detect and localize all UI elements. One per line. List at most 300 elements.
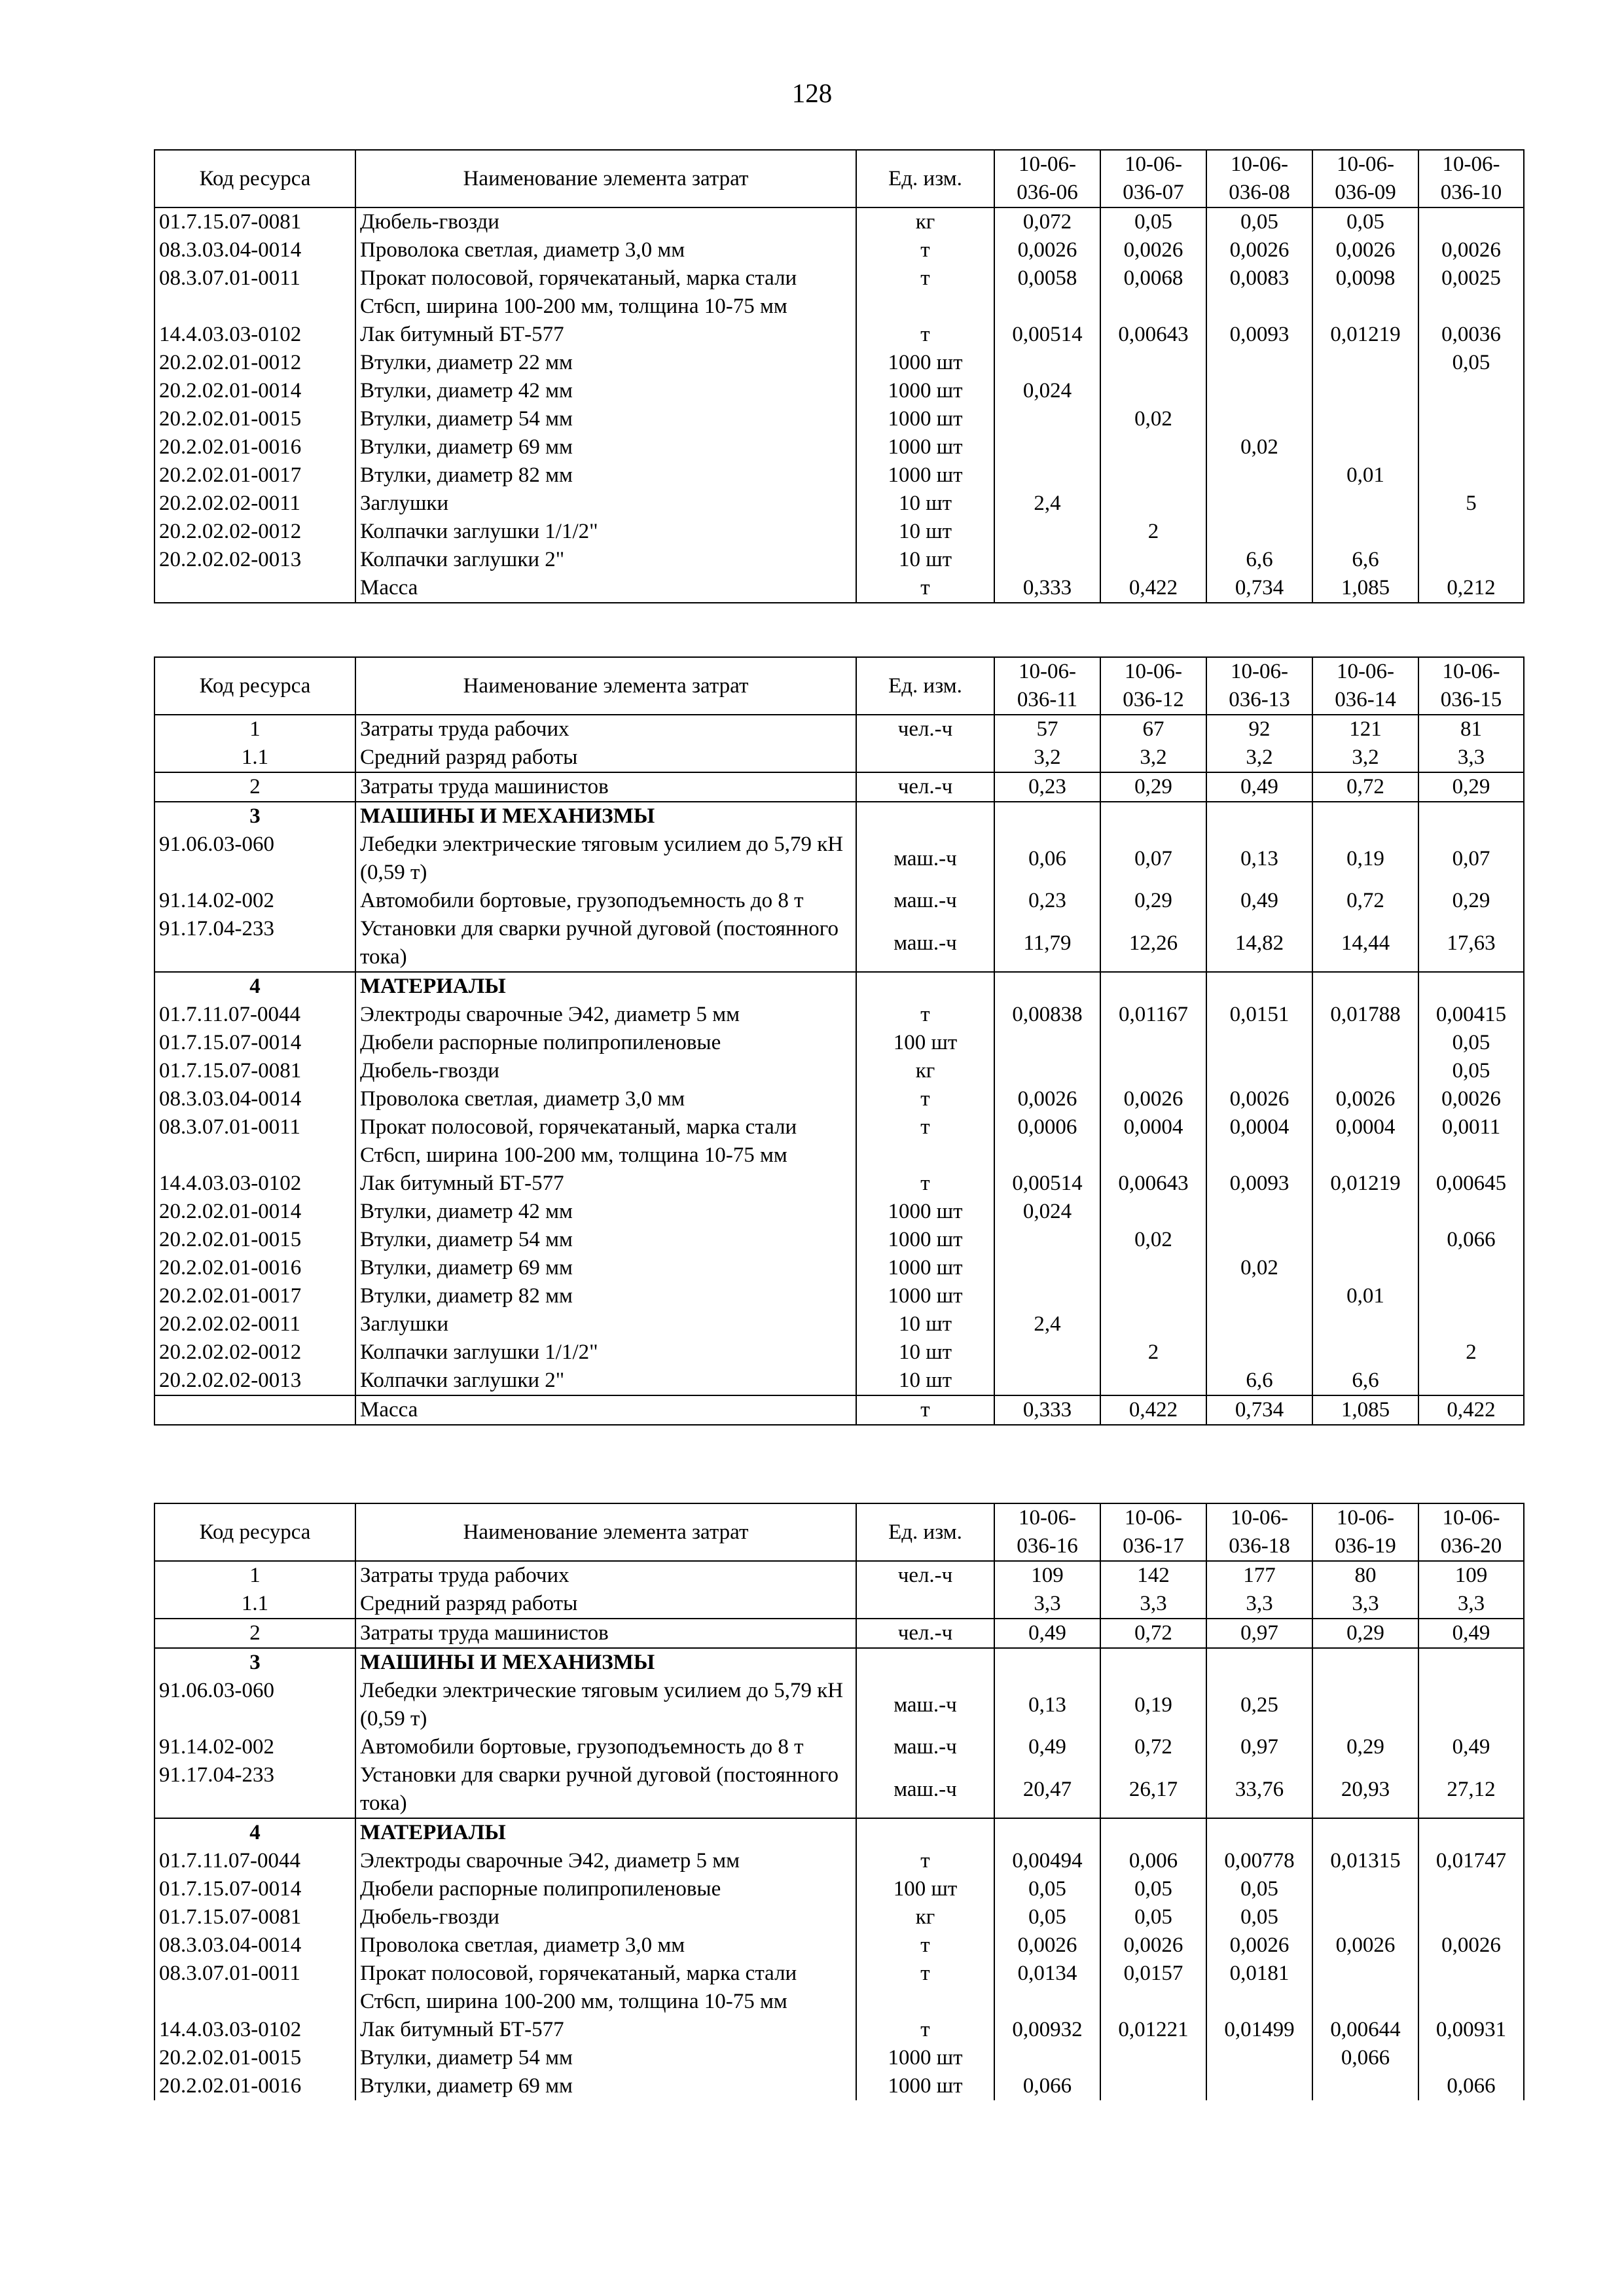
norm-value (994, 802, 1100, 831)
norm-value: 0,0026 (994, 236, 1100, 264)
cost-element-name: Прокат полосовой, горячекатаный, марка стали Ст6сп, ширина 100-200 мм, толщина 10-75 мм (355, 1113, 856, 1170)
table-row (154, 1561, 1524, 1590)
header-norm-code: 10-06- 036-15 (1418, 657, 1524, 715)
norm-value (1418, 1960, 1524, 2016)
unit-of-measure: чел.-ч (856, 772, 994, 802)
header-norm-code: 10-06- 036-10 (1418, 150, 1524, 207)
norm-value: 0,066 (1312, 2044, 1418, 2072)
table-row (154, 1847, 1524, 1875)
resource-code: 91.14.02-002 (154, 1733, 355, 1761)
norm-value (1312, 1818, 1418, 1847)
cost-element-name: Проволока светлая, диаметр 3,0 мм (355, 1085, 856, 1113)
norm-value (994, 405, 1100, 433)
norm-value: 0,00645 (1418, 1170, 1524, 1198)
unit-of-measure: 10 шт (856, 490, 994, 518)
norm-value: 0,97 (1206, 1619, 1312, 1648)
norm-value: 0,05 (1100, 1903, 1206, 1931)
norm-value (1418, 518, 1524, 546)
cost-element-name: Средний разряд работы (355, 744, 856, 772)
resource-code: 4 (154, 1818, 355, 1847)
table-row (154, 1619, 1524, 1648)
norm-value: 81 (1418, 715, 1524, 744)
table-row (154, 1875, 1524, 1903)
unit-of-measure: т (856, 1395, 994, 1425)
norm-value: 0,0151 (1206, 1001, 1312, 1029)
cost-element-name: Втулки, диаметр 82 мм (355, 461, 856, 490)
table-row (154, 264, 1524, 321)
norm-value: 20,93 (1312, 1761, 1418, 1818)
unit-of-measure: маш.-ч (856, 915, 994, 972)
norm-value: 0,00643 (1100, 321, 1206, 349)
resource-code: 01.7.15.07-0081 (154, 1903, 355, 1931)
cost-element-name: Затраты труда рабочих (355, 715, 856, 744)
header-code: Код ресурса (154, 657, 355, 715)
cost-element-name: Втулки, диаметр 54 мм (355, 2044, 856, 2072)
resource-code: 01.7.15.07-0081 (154, 1057, 355, 1085)
norm-value (1100, 1818, 1206, 1847)
norm-value: 109 (1418, 1561, 1524, 1590)
norm-value (1418, 1282, 1524, 1310)
norm-value: 6,6 (1312, 546, 1418, 574)
unit-of-measure: 1000 шт (856, 405, 994, 433)
norm-value (1312, 802, 1418, 831)
unit-of-measure: т (856, 1931, 994, 1960)
table-row (154, 490, 1524, 518)
norm-value: 0,05 (1418, 1057, 1524, 1085)
unit-of-measure (856, 744, 994, 772)
norm-value: 0,49 (1418, 1733, 1524, 1761)
norm-value (1312, 1226, 1418, 1254)
norm-value: 0,00494 (994, 1847, 1100, 1875)
unit-of-measure: 1000 шт (856, 1198, 994, 1226)
norm-value (1206, 802, 1312, 831)
cost-element-name: Колпачки заглушки 1/1/2" (355, 518, 856, 546)
resource-code: 08.3.07.01-0011 (154, 264, 355, 321)
norm-value (1418, 1903, 1524, 1931)
norm-value (994, 972, 1100, 1001)
cost-element-name: Втулки, диаметр 69 мм (355, 433, 856, 461)
norm-value (1312, 518, 1418, 546)
resource-code: 20.2.02.01-0016 (154, 1254, 355, 1282)
resource-code: 20.2.02.01-0017 (154, 461, 355, 490)
norm-value (1312, 433, 1418, 461)
norm-value: 0,212 (1418, 574, 1524, 603)
resource-code: 08.3.03.04-0014 (154, 1931, 355, 1960)
unit-of-measure: чел.-ч (856, 1561, 994, 1590)
cost-element-name: Дюбели распорные полипропиленовые (355, 1875, 856, 1903)
cost-element-name: Втулки, диаметр 54 мм (355, 1226, 856, 1254)
table-row (154, 1057, 1524, 1085)
table-row (154, 1367, 1524, 1395)
cost-element-name: Установки для сварки ручной дуговой (постоянного тока) (355, 915, 856, 972)
table-row (154, 1931, 1524, 1960)
norm-value (1312, 405, 1418, 433)
table-row (154, 1198, 1524, 1226)
norm-value: 0,49 (1418, 1619, 1524, 1648)
table-row (154, 2016, 1524, 2044)
norm-value: 109 (994, 1561, 1100, 1590)
norm-value: 3,3 (1418, 744, 1524, 772)
norm-value (1418, 433, 1524, 461)
norm-value: 0,97 (1206, 1733, 1312, 1761)
resource-code: 20.2.02.02-0012 (154, 518, 355, 546)
norm-value (1100, 802, 1206, 831)
norm-value: 0,0026 (1418, 1931, 1524, 1960)
norm-value: 0,0026 (994, 1085, 1100, 1113)
table-row (154, 1254, 1524, 1282)
cost-element-name: Втулки, диаметр 69 мм (355, 2072, 856, 2100)
norm-value: 0,01167 (1100, 1001, 1206, 1029)
norm-value (1418, 2044, 1524, 2072)
norm-value: 0,00838 (994, 1001, 1100, 1029)
norm-value: 0,0026 (994, 1931, 1100, 1960)
norm-value: 0,00514 (994, 321, 1100, 349)
resource-code: 08.3.03.04-0014 (154, 1085, 355, 1113)
norm-value: 0,00644 (1312, 2016, 1418, 2044)
unit-of-measure: маш.-ч (856, 1761, 994, 1818)
resource-code: 2 (154, 772, 355, 802)
unit-of-measure (856, 1648, 994, 1677)
header-code: Код ресурса (154, 150, 355, 207)
table-row (154, 915, 1524, 972)
norm-value (994, 461, 1100, 490)
norm-value (1418, 1367, 1524, 1395)
resource-table-3 (154, 1503, 1525, 2100)
unit-of-measure: маш.-ч (856, 1733, 994, 1761)
norm-value: 0,05 (1206, 1875, 1312, 1903)
norm-value: 0,0006 (994, 1113, 1100, 1170)
unit-of-measure: т (856, 1847, 994, 1875)
unit-of-measure: маш.-ч (856, 831, 994, 887)
table-row (154, 972, 1524, 1001)
norm-value: 1,085 (1312, 574, 1418, 603)
norm-value: 0,734 (1206, 574, 1312, 603)
norm-value (1206, 1057, 1312, 1085)
table-row (154, 1960, 1524, 2016)
norm-value: 0,0026 (1206, 236, 1312, 264)
norm-value: 0,422 (1100, 574, 1206, 603)
norm-value: 0,02 (1100, 1226, 1206, 1254)
table-row (154, 236, 1524, 264)
unit-of-measure: 1000 шт (856, 433, 994, 461)
unit-of-measure: т (856, 1113, 994, 1170)
norm-value (1418, 377, 1524, 405)
page-number: 128 (791, 78, 833, 108)
norm-value: 0,0026 (1312, 236, 1418, 264)
norm-value: 0,49 (1206, 887, 1312, 915)
cost-element-name: Автомобили бортовые, грузоподъемность до 8 т (355, 887, 856, 915)
norm-value: 0,072 (994, 207, 1100, 236)
norm-value (1206, 1282, 1312, 1310)
norm-value: 0,00932 (994, 2016, 1100, 2044)
norm-value: 14,82 (1206, 915, 1312, 972)
norm-value: 12,26 (1100, 915, 1206, 972)
resource-code: 2 (154, 1619, 355, 1648)
header-name: Наименование элемента затрат (355, 150, 856, 207)
resource-code: 20.2.02.01-0017 (154, 1282, 355, 1310)
resource-table-1 (154, 149, 1525, 603)
norm-value: 17,63 (1418, 915, 1524, 972)
cost-element-name: Втулки, диаметр 42 мм (355, 377, 856, 405)
norm-value: 0,13 (1206, 831, 1312, 887)
norm-value (1100, 1367, 1206, 1395)
norm-value: 0,0134 (994, 1960, 1100, 2016)
unit-of-measure: т (856, 264, 994, 321)
unit-of-measure: 10 шт (856, 1367, 994, 1395)
cost-element-name: Установки для сварки ручной дуговой (постоянного тока) (355, 1761, 856, 1818)
norm-value: 0,02 (1206, 1254, 1312, 1282)
norm-value (994, 1029, 1100, 1057)
norm-value: 0,07 (1100, 831, 1206, 887)
norm-value: 3,3 (994, 1590, 1100, 1619)
norm-value: 57 (994, 715, 1100, 744)
norm-value: 0,01747 (1418, 1847, 1524, 1875)
norm-value (1418, 1198, 1524, 1226)
resource-code: 14.4.03.03-0102 (154, 2016, 355, 2044)
cost-element-name: Втулки, диаметр 42 мм (355, 1198, 856, 1226)
resource-code: 20.2.02.01-0014 (154, 1198, 355, 1226)
norm-value: 2 (1100, 1338, 1206, 1367)
resource-code: 01.7.15.07-0081 (154, 207, 355, 236)
norm-value: 0,05 (1418, 349, 1524, 377)
table-header-row (154, 1503, 1524, 1561)
table-row (154, 1001, 1524, 1029)
cost-element-name: Колпачки заглушки 1/1/2" (355, 1338, 856, 1367)
header-norm-code: 10-06- 036-08 (1206, 150, 1312, 207)
header-unit: Ед. изм. (856, 1503, 994, 1561)
table-row (154, 2072, 1524, 2100)
norm-value (1206, 518, 1312, 546)
norm-value: 6,6 (1206, 1367, 1312, 1395)
norm-value: 3,3 (1312, 1590, 1418, 1619)
norm-value (1312, 1677, 1418, 1733)
table-row (154, 2044, 1524, 2072)
cost-element-name: Колпачки заглушки 2" (355, 1367, 856, 1395)
norm-value (1206, 461, 1312, 490)
cost-element-name: Втулки, диаметр 82 мм (355, 1282, 856, 1310)
resource-code (154, 1395, 355, 1425)
norm-value (1418, 461, 1524, 490)
norm-value (1418, 802, 1524, 831)
norm-value: 0,00931 (1418, 2016, 1524, 2044)
header-norm-code: 10-06- 036-18 (1206, 1503, 1312, 1561)
unit-of-measure: маш.-ч (856, 887, 994, 915)
header-norm-code: 10-06- 036-07 (1100, 150, 1206, 207)
header-norm-code: 10-06- 036-14 (1312, 657, 1418, 715)
norm-value: 2,4 (994, 1310, 1100, 1338)
unit-of-measure: т (856, 321, 994, 349)
norm-value (1418, 1818, 1524, 1847)
table-row (154, 1590, 1524, 1619)
norm-value: 0,72 (1312, 887, 1418, 915)
resource-code: 20.2.02.01-0015 (154, 1226, 355, 1254)
unit-of-measure: т (856, 1170, 994, 1198)
unit-of-measure: кг (856, 1057, 994, 1085)
norm-value (1206, 1198, 1312, 1226)
norm-value: 0,0068 (1100, 264, 1206, 321)
resource-code: 1 (154, 715, 355, 744)
cost-element-name: Лак битумный БТ-577 (355, 1170, 856, 1198)
unit-of-measure: 1000 шт (856, 1226, 994, 1254)
unit-of-measure: чел.-ч (856, 1619, 994, 1648)
norm-value (1418, 546, 1524, 574)
norm-value: 0,19 (1100, 1677, 1206, 1733)
norm-value: 0,01499 (1206, 2016, 1312, 2044)
norm-value: 0,0004 (1100, 1113, 1206, 1170)
norm-value: 0,00514 (994, 1170, 1100, 1198)
norm-value: 0,01315 (1312, 1847, 1418, 1875)
norm-value (1312, 1648, 1418, 1677)
norm-value (1418, 1677, 1524, 1733)
resource-code (154, 574, 355, 603)
resource-code: 1.1 (154, 744, 355, 772)
norm-value: 0,024 (994, 377, 1100, 405)
norm-value (1100, 377, 1206, 405)
norm-value: 0,49 (1206, 772, 1312, 802)
cost-element-name: Лебедки электрические тяговым усилием до 5,79 кН (0,59 т) (355, 1677, 856, 1733)
norm-value: 0,00643 (1100, 1170, 1206, 1198)
norm-value (1312, 1029, 1418, 1057)
resource-code: 1 (154, 1561, 355, 1590)
cost-element-name: МАТЕРИАЛЫ (355, 972, 856, 1001)
norm-value: 3,3 (1206, 1590, 1312, 1619)
cost-element-name: Втулки, диаметр 22 мм (355, 349, 856, 377)
norm-value (1312, 1254, 1418, 1282)
header-norm-code: 10-06- 036-12 (1100, 657, 1206, 715)
unit-of-measure (856, 1818, 994, 1847)
norm-value (1100, 972, 1206, 1001)
table-row (154, 518, 1524, 546)
resource-code: 20.2.02.01-0016 (154, 433, 355, 461)
unit-of-measure: маш.-ч (856, 1677, 994, 1733)
cost-element-name: Масса (355, 1395, 856, 1425)
resource-code: 14.4.03.03-0102 (154, 1170, 355, 1198)
table-row (154, 1903, 1524, 1931)
norm-value (1100, 490, 1206, 518)
norm-value: 0,0026 (1206, 1931, 1312, 1960)
table-row (154, 887, 1524, 915)
norm-value: 5 (1418, 490, 1524, 518)
norm-value: 0,29 (1312, 1619, 1418, 1648)
resource-code: 91.06.03-060 (154, 831, 355, 887)
unit-of-measure: 1000 шт (856, 377, 994, 405)
resource-code: 91.14.02-002 (154, 887, 355, 915)
norm-value (1206, 1818, 1312, 1847)
cost-element-name: Лак битумный БТ-577 (355, 2016, 856, 2044)
norm-value (994, 349, 1100, 377)
unit-of-measure (856, 972, 994, 1001)
unit-of-measure: 1000 шт (856, 1282, 994, 1310)
norm-value (1418, 972, 1524, 1001)
resource-code: 20.2.02.02-0012 (154, 1338, 355, 1367)
norm-value: 0,0004 (1206, 1113, 1312, 1170)
norm-value: 0,422 (1100, 1395, 1206, 1425)
norm-value: 0,0181 (1206, 1960, 1312, 2016)
norm-value (1418, 1310, 1524, 1338)
table-row (154, 321, 1524, 349)
norm-value: 0,06 (994, 831, 1100, 887)
resource-code: 3 (154, 802, 355, 831)
norm-value: 26,17 (1100, 1761, 1206, 1818)
table-row (154, 744, 1524, 772)
norm-value: 0,0026 (1312, 1085, 1418, 1113)
norm-value: 177 (1206, 1561, 1312, 1590)
resource-code: 91.06.03-060 (154, 1677, 355, 1733)
resource-code: 14.4.03.03-0102 (154, 321, 355, 349)
resource-code: 4 (154, 972, 355, 1001)
norm-value (1312, 1198, 1418, 1226)
unit-of-measure: т (856, 2016, 994, 2044)
cost-element-name: Масса (355, 574, 856, 603)
norm-value: 0,05 (994, 1903, 1100, 1931)
norm-value: 0,29 (1100, 887, 1206, 915)
norm-value: 0,01 (1312, 1282, 1418, 1310)
table-row (154, 1310, 1524, 1338)
resource-code: 08.3.03.04-0014 (154, 236, 355, 264)
resource-code: 01.7.15.07-0014 (154, 1029, 355, 1057)
norm-value (1100, 2044, 1206, 2072)
unit-of-measure: 1000 шт (856, 1254, 994, 1282)
cost-element-name: Заглушки (355, 490, 856, 518)
table-row (154, 1338, 1524, 1367)
norm-value (994, 1648, 1100, 1677)
norm-value (994, 1367, 1100, 1395)
norm-value: 0,422 (1418, 1395, 1524, 1425)
norm-value: 0,333 (994, 574, 1100, 603)
norm-value: 0,05 (1206, 1903, 1312, 1931)
norm-value: 0,01219 (1312, 1170, 1418, 1198)
norm-value: 0,29 (1418, 772, 1524, 802)
norm-value (1100, 1282, 1206, 1310)
norm-value (1312, 1338, 1418, 1367)
norm-value: 0,0026 (1100, 1085, 1206, 1113)
norm-value: 0,19 (1312, 831, 1418, 887)
resource-code: 1.1 (154, 1590, 355, 1619)
norm-value (1312, 2072, 1418, 2100)
norm-value: 0,0026 (1418, 1085, 1524, 1113)
cost-element-name: Втулки, диаметр 54 мм (355, 405, 856, 433)
norm-value: 0,0026 (1100, 1931, 1206, 1960)
table-row (154, 1761, 1524, 1818)
norm-value: 0,72 (1100, 1733, 1206, 1761)
norm-value: 0,0026 (1312, 1931, 1418, 1960)
resource-code: 20.2.02.01-0015 (154, 405, 355, 433)
norm-value: 11,79 (994, 915, 1100, 972)
table-row (154, 1085, 1524, 1113)
norm-value: 0,0025 (1418, 264, 1524, 321)
table-row (154, 349, 1524, 377)
cost-element-name: Средний разряд работы (355, 1590, 856, 1619)
norm-value: 0,0011 (1418, 1113, 1524, 1170)
norm-value (1312, 972, 1418, 1001)
header-norm-code: 10-06- 036-17 (1100, 1503, 1206, 1561)
norm-value: 0,01788 (1312, 1001, 1418, 1029)
table-row (154, 831, 1524, 887)
norm-value: 121 (1312, 715, 1418, 744)
unit-of-measure: кг (856, 207, 994, 236)
cost-element-name: Затраты труда машинистов (355, 772, 856, 802)
unit-of-measure: чел.-ч (856, 715, 994, 744)
cost-element-name: Прокат полосовой, горячекатаный, марка стали Ст6сп, ширина 100-200 мм, толщина 10-75 мм (355, 1960, 856, 2016)
table-row (154, 715, 1524, 744)
norm-value: 0,01 (1312, 461, 1418, 490)
norm-value: 0,0157 (1100, 1960, 1206, 2016)
resource-code: 08.3.07.01-0011 (154, 1960, 355, 2016)
norm-value (1312, 1960, 1418, 2016)
cost-element-name: Дюбель-гвозди (355, 1903, 856, 1931)
norm-value (1418, 405, 1524, 433)
norm-value: 142 (1100, 1561, 1206, 1590)
